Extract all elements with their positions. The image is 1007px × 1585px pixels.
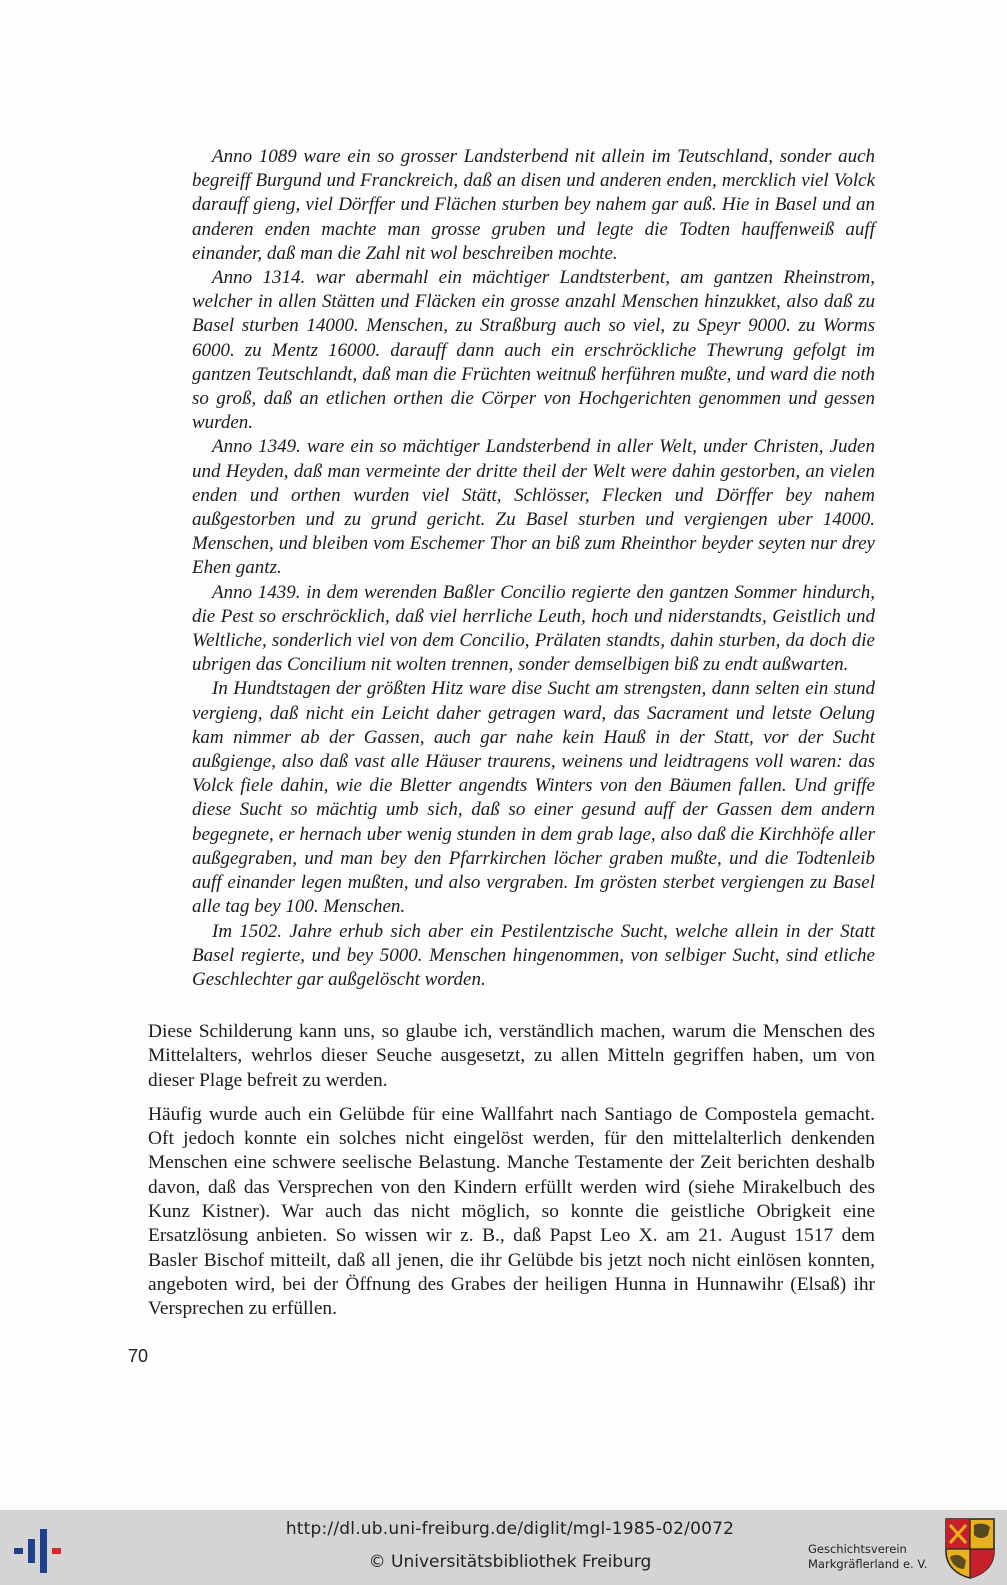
viewer-footer-bar [0,1510,1007,1585]
quote-paragraph: Anno 1349. ware ein so mächtiger Landsterbend in aller Welt, under Christen, Juden und Heyden, daß man vermeinte der dritte theil der Welt were dahin gestorben, an vielen enden und orthen wurden viel Stätt, Schlösser, Flecken und Dörffer bey nahem außgestorben und zu grund gericht. Zu Basel sturben und vergiengen uber 14000. Menschen, und bleiben vom Eschemer Thor an biß zum Rheinthor beyder seyten nur drey Ehen gantz. [192,436,875,579]
body-paragraph: Diese Schilderung kann uns, so glaube ich, verständlich machen, warum die Menschen des Mittelalters, wehrlos dieser Seuche ausgesetzt, zu allen Mitteln gegriffen haben, um von dieser Plage befreit zu werden. [148,1021,875,1091]
quote-paragraph: Anno 1439. in dem werenden Baßler Concilio regierte den gantzen Sommer hindurch, die Pest so erschröcklich, daß viel herrliche Leuth, hoch und niderstandts, Geistlich und Weltliche, sonderlich viel von dem Concilio, Prälaten standts, dahin sturben, da doch die ubrigen das Concilium nit wolten trennen, sonder demselbigen biß zu endt außwarten. [192,581,875,676]
body-paragraph: Häufig wurde auch ein Gelübde für eine Wallfahrt nach Santiago de Compostela gemacht. Oft jedoch konnte ein solches nicht eingelöst werden, für den mittelalterlich denkenden Menschen eine schwere seelische Belastung. Manche Testamente der Zeit berichten deshalb davon, daß das Versprechen von den Kindern erfüllt werden wird (siehe Mirakelbuch des Kunz Kistner). War auch das nicht möglich, so konnte die geistliche Obrigkeit eine Ersatzlösung anbieten. So wissen wir z. B., daß Papst Leo X. am 21. August 1517 dem Basler Bischof mitteilt, daß all jenen, die ihr Gelübde bis jetzt noch nicht einlösen konnten, angeboten wird, bei der Öffnung des Grabes der heiligen Hunna in Hunnawihr (Elsaß) ihr Versprechen zu erfüllen. [148,1103,875,1320]
quote-paragraph: In Hundtstagen der größten Hitz ware dise Sucht am strengsten, dann selten ein stund vergieng, daß nicht ein Leicht daher getragen ward, das Sacrament und letste Oelung kam nimmer ab der Gassen, auch gar nahe kein Hauß in der Statt, vor der Sucht außgienge, also daß vast alle Häuser traurens, weinens und leidtragens voll waren: das Volck fiele dahin, wie die Bletter angendts Winters von den Bäumen fallen. Und griffe diese Sucht so mächtig umb sich, daß so einer gesund auff der Gassen dem andern begegnete, er hernach uber wenig stunden in dem grab lage, also daß die Kirchhöfe aller außgegraben, und man bey den Pfarrkirchen löcher graben mußte, und die Todtenleib auff einander legen mußten, und also vergraben. Im grösten sterbet vergiengen zu Basel alle tag bey 100. Menschen. [192,678,875,918]
copyright-text: © Universitätsbibliothek Freiburg [368,1552,652,1572]
chronicle-quote [192,145,875,992]
quote-paragraph: Im 1502. Jahre erhub sich aber ein Pestilentzische Sucht, welche allein in der Statt Basel regierte, und bey 5000. Menschen hingenommen, von selbiger Sucht, sind etliche Geschlechter gar außgelöscht worden. [192,920,875,990]
quote-paragraph: Anno 1089 ware ein so grosser Landsterbend nit allein im Teutschland, sonder auch begreiff Burgund und Franckreich, daß an disen und anderen enden, mercklich viel Volck darauff gieng, viel Dörffer und Flächen sturben bey nahem gar auß. Hie in Basel und an anderen enden machte man grosse gruben und legte die Todten hauffenweiß auff einander, daß man die Zahl nit wol beschreiben mochte. [192,146,875,264]
quote-paragraph: Anno 1314. war abermahl ein mächtiger Landtsterbent, am gantzen Rheinstrom, welcher in allen Stätten und Fläcken ein grosse anzahl Menschen hinzukket, also daß zu Basel sturben 14000. Menschen, zu Straßburg auch so viel, zu Speyr 9000. zu Worms 6000. zu Mentz 16000. darauff dann auch ein erschröckliche Thewrung gefolgt im gantzen Teutschlandt, daß man die Früchten weitnuß herführen mußte, und ward die noth so groß, daß an etlichen orthen die Cörper von Hochgerichten genommen und gessen wurden. [192,267,875,434]
society-name [808,1542,936,1572]
permalink-url[interactable]: http://dl.ub.uni-freiburg.de/diglit/mgl-1985-02/0072 [285,1519,735,1539]
page-number: 70 [128,1346,149,1366]
body-text [148,1020,875,1332]
society-name-line: Geschichtsverein [808,1542,907,1556]
coat-of-arms-icon[interactable] [944,1517,996,1579]
society-name-line: Markgräflerland e. V. [808,1557,928,1571]
ub-freiburg-logo-icon[interactable] [14,1529,66,1573]
